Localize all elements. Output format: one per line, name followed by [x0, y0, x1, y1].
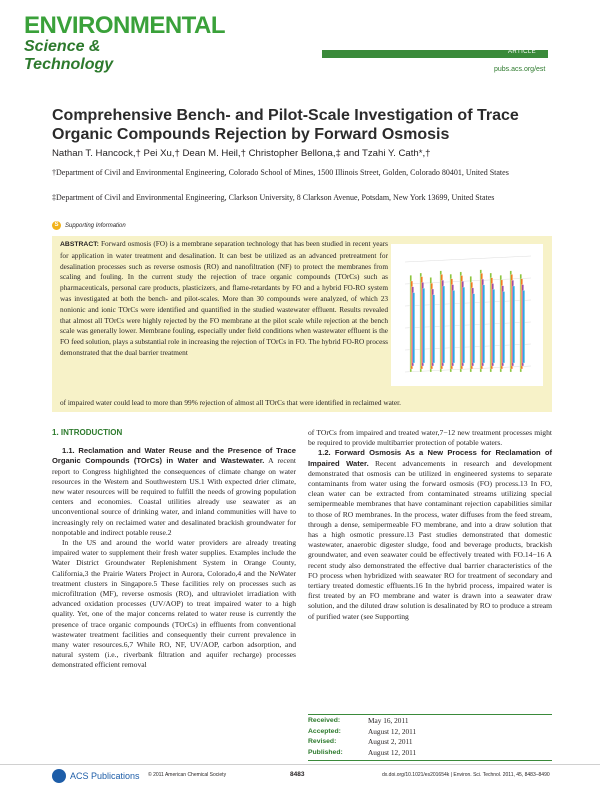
journal-url[interactable]: pubs.acs.org/est: [494, 66, 546, 73]
date-label: Received:: [308, 717, 341, 724]
article-label: ARTICLE: [508, 49, 537, 55]
abstract-body: Forward osmosis (FO) is a membrane separation technology that has been studied in recent years for application in water treatment and desalination. It can best be utilized as an advanced pretreatment for desalination processes such as reverse osmosis (RO) and nanofiltration (NF) to protect the membranes from scaling and fouling. In the current study the rejection of trace organic compounds (TOrCs) such as pharmaceuticals, personal care products, plasticizers, and flame-retardants by FO and a hybrid FO-RO system was investigated at both the bench- and pilot-scales. More than 30 compounds were analyzed, of which 23 nonionic and ionic TOrCs were identified and quantified in the studied wastewater effluent. Results revealed that almost all TOrCs were highly rejected by the FO membrane at the pilot scale while rejection at the bench scale was generally lower. Membrane fouling, especially under field conditions when wastewater effluent is the FO feed solution, plays a substantial role in increasing the rejection of TOrCs in FO. The hybrid FO-RO process demonstrated that the dual barrier treatment: [60, 239, 388, 357]
chart-bar: [483, 285, 485, 363]
date-value: August 12, 2011: [368, 747, 417, 757]
supporting-info-label: Supporting Information: [65, 222, 126, 229]
paragraph-1-3: Recent advancements in research and development demonstrated that osmosis can be utilized in engineered systems to separate contaminants from water using the forward osmosis (FO) process.13 In FO, clean water can be extracted from contaminated streams utilizing special semipermeable membranes that have contaminant rejection capabilities similar to those of RO membranes. In the process, water diffuses from the feed stream, through a dense, semipermeable FO membrane, and into a draw solution that has a high osmotic pressure.13 Past studies demonstrated that domestic wastewater, anaerobic digester sludge, food and beverage products, brackish groundwater, and even seawater could be effectively treated with FO.14−16 A recent study also demonstrated the effective dual barrier characteristics of the FO process when hybridized with seawater RO for treatment of secondary and tertiary treated domestic effluents.16 In the hybrid process, impaired water is first treated by an FO membrane and water is drawn into a seawater draw solution, and the diluted draw solution is desalinated by RO to produce a stream of purified water (see Supporting: [308, 458, 552, 621]
abstract-last-line: of impaired water could lead to more than 99% rejection of almost all TOrCs that were identified in reclaimed water.: [60, 398, 401, 407]
chart-bar: [443, 286, 445, 363]
paragraph-continued: of TOrCs from impaired and treated water,7−12 new treatment processes might be required to provide multibarrier protection of potable waters.: [308, 428, 552, 448]
paragraph-1-2: In the US and around the world water providers are already treating impaired water to supplement their fresh water supplies. Examples include the Water District Groundwater Replenishment System in Orange County, California,3 the Prairie Waters Project in Aurora, Colorado,4 and the NeWater treatment clusters in Singapore.5 These facilities rely on processes such as microfiltration (MF), reverse osmosis (RO), and ultraviolet irradiation with advanced oxidation processes (UV/AOP) to treat impaired water to a high quality. Yet, one of the major concerns related to water reuse is currently the presence of trace organic compounds (TOrCs) in effluents from conventional wastewater treatment facilities and consequently their current prevalence in many water resources.6,7 While RO, NF, UV/AOP, carbon adsorption, and natural system (i.e., riverbank filtration and aquifer recharge) processes demonstrated efficient removal: [52, 538, 296, 670]
date-value: August 2, 2011: [368, 737, 413, 747]
affiliation-2: ‡Department of Civil and Environmental Engineering, Clarkson University, 8 Clarkson Avenue, Potsdam, New York 13699, United States: [52, 193, 495, 202]
dates-rule-bottom: [308, 760, 552, 761]
paper-title: Comprehensive Bench- and Pilot-Scale Investigation of Trace Organic Compounds Rejection by Forward Osmosis: [52, 107, 519, 143]
chart-bar: [433, 295, 435, 363]
copyright: © 2011 American Chemical Society: [148, 772, 227, 778]
abstract-text: [60, 239, 388, 359]
chart-bar: [523, 290, 525, 363]
date-label: Accepted:: [308, 727, 341, 735]
subsection-heading-1-1: 1.1. Reclamation and Water Reuse and the Presence of Trace Organic Compounds (TOrCs) in Water and Wastewater.: [52, 446, 296, 466]
logo-environmental: ENVIRONMENTAL: [24, 12, 226, 39]
supporting-info-link[interactable]: [52, 221, 126, 230]
affiliation-1: †Department of Civil and Environmental Engineering, Colorado School of Mines, 1500 Illinois Street, Golden, Colorado 80401, United States: [52, 168, 509, 177]
abstract-label: ABSTRACT:: [60, 241, 99, 248]
chart-bar: [453, 290, 455, 363]
doi-citation[interactable]: dx.doi.org/10.1021/es201654k | Environ. Sci. Technol. 2011, 45, 8483–8490: [382, 772, 550, 778]
date-value: August 12, 2011: [368, 726, 417, 736]
acs-logo-icon: [52, 769, 66, 783]
chart-bar: [473, 294, 475, 363]
dates-rule-top: [308, 714, 552, 715]
date-value: May 16, 2011: [368, 716, 409, 725]
column-left: [52, 428, 296, 671]
author-list: Nathan T. Hancock,† Pei Xu,† Dean M. Heil,† Christopher Bellona,‡ and Tzahi Y. Cath*,†: [52, 148, 431, 159]
date-label: Published:: [308, 748, 343, 756]
chart-bar: [493, 289, 495, 363]
paragraph-1-1: A recent report to Congress highlighted the consequences of climate change on water resources in the Western and Southwestern US.1 With expected drier climate, new water resources will be required to fulfill the needs of growing population centers and economies. Coastal utilities already use seawater as an unconventional source of drinking water, and inland communities will have to increasingly rely on reclaimed water and desalinated brackish groundwater for nonpotable and indirect potable reuse.2: [52, 456, 296, 537]
chart-bar: [513, 286, 515, 363]
subsection-heading-1-2: 1.2. Forward Osmosis As a New Process for Reclamation of Impaired Water.: [308, 448, 552, 468]
column-right: [308, 428, 552, 622]
toc-graphic-chart: [391, 244, 543, 386]
logo-science-technology: Science & Technology: [24, 38, 114, 73]
section-heading-introduction: 1. INTRODUCTION: [52, 428, 123, 437]
publisher-name: ACS Publications: [70, 771, 140, 781]
chart-bar: [413, 293, 415, 363]
date-row: [308, 716, 416, 727]
journal-logo: [24, 12, 226, 76]
date-label: Revised:: [308, 738, 337, 746]
acs-publications-logo[interactable]: [52, 769, 140, 783]
date-row: [308, 727, 416, 738]
chart-bar: [463, 287, 465, 363]
page-number: 8483: [290, 771, 305, 778]
supporting-info-icon: S: [52, 221, 61, 230]
chart-bar: [423, 288, 425, 363]
date-row: [308, 748, 416, 759]
date-row: [308, 737, 416, 748]
chart-bar: [503, 292, 505, 364]
article-dates: [308, 716, 552, 758]
footer-rule: [0, 764, 600, 765]
